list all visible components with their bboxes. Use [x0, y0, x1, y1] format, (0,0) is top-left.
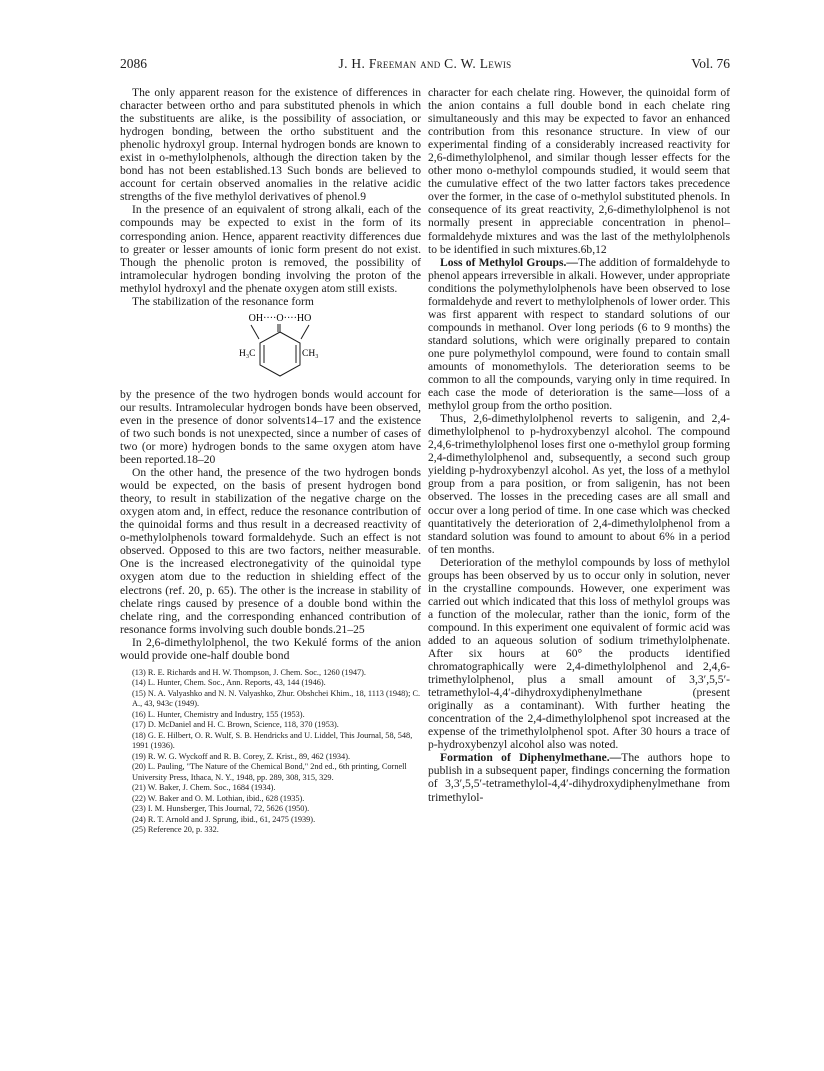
- paragraph: Thus, 2,6-dimethylolphenol reverts to saligenin, and 2,4-dimethylolphenol to p-hydroxybenzyl alcohol. The compound 2,4,6-trimethylolphenol loses first one o-methylol group forming 2,4-dimethylolphenol and, subsequently, a second such group yielding p-hydroxybenzyl alcohol. As yet, the loss of a methylol group from a para position, or from saligenin, has not been observed. The losses in the preceding cases are all small and occur over a long period of time. In one case which was checked quantitatively the deterioration of 2,4-dimethylolphenol from a standard solution was found to amount to about 6% in a period of ten months.: [428, 412, 730, 556]
- resonance-structure-drawing: [220, 310, 340, 388]
- reference-item: (19) R. W. G. Wyckoff and R. B. Corey, Z. Krist., 89, 462 (1934).: [132, 751, 351, 761]
- hydrogen-bond-label: OH····O····HO: [248, 312, 312, 324]
- paragraph: The stabilization of the resonance form: [132, 294, 314, 308]
- reference-item: (17) D. McDaniel and H. C. Brown, Science, 118, 370 (1953).: [132, 720, 339, 730]
- paragraph: Deterioration of the methylol compounds by loss of methylol groups has been observed by us to occur only in solution, never in the crystalline compounds. However, one experiment was carried out which indicated that this loss of methylol groups was a function of the molecular, rather than the ionic, form of the compound. In this experiment one equivalent of formic acid was added to an aqueous solution of sodium trimethylolphenate. After six hours at 60° the products identified chromatographically were 2,4-dimethylolphenol and 2,4,6-trimethylolphenol, plus a small amount of 3,3′,5,5′-tetramethylol-4,4′-dihydroxydiphenylmethane (present originally as a contaminant). With further heating the concentration of the 2,4-dimethylolphenol spot increased at the expense of the trimethylolphenol spot. After 30 hours a trace of p-hydroxybenzyl alcohol also was noted.: [428, 555, 730, 752]
- right-column: [428, 86, 730, 804]
- reference-item: (24) R. T. Arnold and J. Sprung, ibid., 61, 2475 (1939).: [132, 814, 316, 824]
- methyl-right-label: CH₃: [302, 348, 319, 359]
- reference-item: (22) W. Baker and O. M. Lothian, ibid., 628 (1935).: [132, 793, 305, 803]
- section-paragraph: [428, 751, 730, 803]
- benzene-ring: [260, 332, 300, 376]
- paragraph-text: The addition of formaldehyde to phenol appears irreversible in alkali. However, under appropriate conditions the polymethylolphenols have been observed to lose formaldehyde and revert to methylolphenols of lower order. This was first apparent with respect to standard solutions of our compounds in methanol. Over long periods (6 to 9 months) the standard solutions, which were originally prepared to contain one pure polymethylol compound, were found to contain small amounts of monomethylols. The deterioration seems to be common to all the compounds, varying only in time required. In each case the mode of deterioration is the same—loss of a methylol group from the ortho position.: [428, 255, 730, 413]
- reference-item: (21) W. Baker, J. Chem. Soc., 1684 (1934).: [132, 783, 276, 793]
- chemical-structure-figure: [120, 310, 421, 388]
- paragraph: by the presence of the two hydrogen bonds would account for our results. Intramolecular hydrogen bonds have been observed, even in the presence of donor solvents14–17 and the existence of two such bonds is not unexpected, since a number of cases of two (or more) hydrogen bonds to the same oxygen atom have been reported.18–20: [120, 387, 421, 467]
- paragraph-text: The authors hope to publish in a subsequent paper, findings concerning the formation of 3,3′,5,5′-tetramethylol-4,4′-dihydroxydiphenylmethane from trimethylol-: [428, 751, 731, 804]
- paragraph: On the other hand, the presence of the two hydrogen bonds would be expected, on the basis of present hydrogen bond theory, to result in stabilization of the negative charge on the oxygen atom and, in effect, reduce the resonance contribution of the quinoidal forms and thus result in a decreased reactivity of o-methylolphenols toward formaldehyde. Such an effect is not observed. Opposed to this are two factors, neither measurable. One is the increased electronegativity of the quinoidal type oxygen atom due to the reduction in shielding effect of the electrons (ref. 20, p. 65). The other is the increase in stability of chelate rings caused by presence of a double bond within the chelate ring, and the corresponding enhanced contribution of resonance forms involving such double bonds.21–25: [120, 466, 421, 636]
- bond-line: [301, 325, 309, 339]
- reference-item: (13) R. E. Richards and H. W. Thompson, J. Chem. Soc., 1260 (1947).: [132, 667, 366, 677]
- reference-item: (20) L. Pauling, "The Nature of the Chemical Bond," 2nd ed., 6th printing, Cornell University Press, Ithaca, N. Y., 1948, pp. 289, 308, 315, 329.: [132, 762, 407, 782]
- section-heading: Formation of Diphenylmethane.—: [440, 751, 622, 765]
- paragraph: character for each chelate ring. However, the quinoidal form of the anion contains a full double bond in each chelate ring simultaneously and this may be expected to favor an enhanced contribution from this resonance structure. In view of our experimental finding of a considerably increased reactivity for 2,6-dimethylolphenol, and similar though lesser effects for the other mono o-methylol compounds studied, it would seem that the cumulative effect of the two latter factors takes precedence over the former, in the case of o-methylol substituted phenols. In consequence of its great reactivity, 2,6-dimethylolphenol is not normally present in appreciable concentration in phenol–formaldehyde mixtures and was the last of the methylolphenols to be identified in such mixtures.6b,12: [428, 86, 730, 256]
- reference-item: (15) N. A. Valyashko and N. N. Valyashko, Zhur. Obshchei Khim., 18, 1113 (1948); C. A., 43, 943c (1949).: [132, 688, 421, 709]
- paragraph: The only apparent reason for the existence of differences in character between ortho and para substituted phenols in which the substituents are alike, is the possibility of association, or hydrogen bonding, between the ortho substituent and the phenolic hydroxyl group. Internal hydrogen bonds are known to exist in o-methylolphenols, although the direction taken by the bond has not been established.13 Such bonds are believed to account for certain observed anomalies in the relative acidic strengths of the five methylol derivatives of phenol.9: [120, 86, 421, 204]
- paragraph: In the presence of an equivalent of strong alkali, each of the compounds may be expected to exist in the form of its corresponding anion. Hence, apparent reactivity differences due to greater or lesser amounts of ionic form present do not exist. Though the phenolic proton is removed, the possibility of intramolecular hydrogen bonding involving the proton of the methylol hydroxyl and the phenate oxygen atom still exists.: [120, 203, 421, 295]
- running-title: J. H. Freeman and C. W. Lewis: [338, 56, 512, 71]
- reference-item: (16) L. Hunter, Chemistry and Industry, 155 (1953).: [132, 709, 305, 719]
- left-column: [120, 86, 421, 836]
- reference-item: (14) L. Hunter, Chem. Soc., Ann. Reports, 43, 144 (1946).: [132, 678, 326, 688]
- paragraph: In 2,6-dimethylolphenol, the two Kekulé forms of the anion would provide one-half double bond: [120, 635, 421, 662]
- page-number: 2086: [120, 56, 147, 71]
- reference-item: (23) I. M. Hunsberger, This Journal, 72, 5626 (1950).: [132, 804, 310, 814]
- page-header: [120, 56, 730, 74]
- bond-line: [251, 325, 259, 339]
- volume-label: Vol. 76: [691, 56, 730, 71]
- section-heading: Loss of Methylol Groups.—: [440, 255, 578, 269]
- reference-item: (18) G. E. Hilbert, O. R. Wulf, S. B. Hendricks and U. Liddel, This Journal, 58, 548, 1991 (1936).: [132, 730, 413, 751]
- methyl-left-label: H₃C: [239, 348, 256, 359]
- section-paragraph: [428, 256, 730, 413]
- footnotes: [120, 668, 421, 836]
- reference-item: (25) Reference 20, p. 332.: [132, 825, 219, 835]
